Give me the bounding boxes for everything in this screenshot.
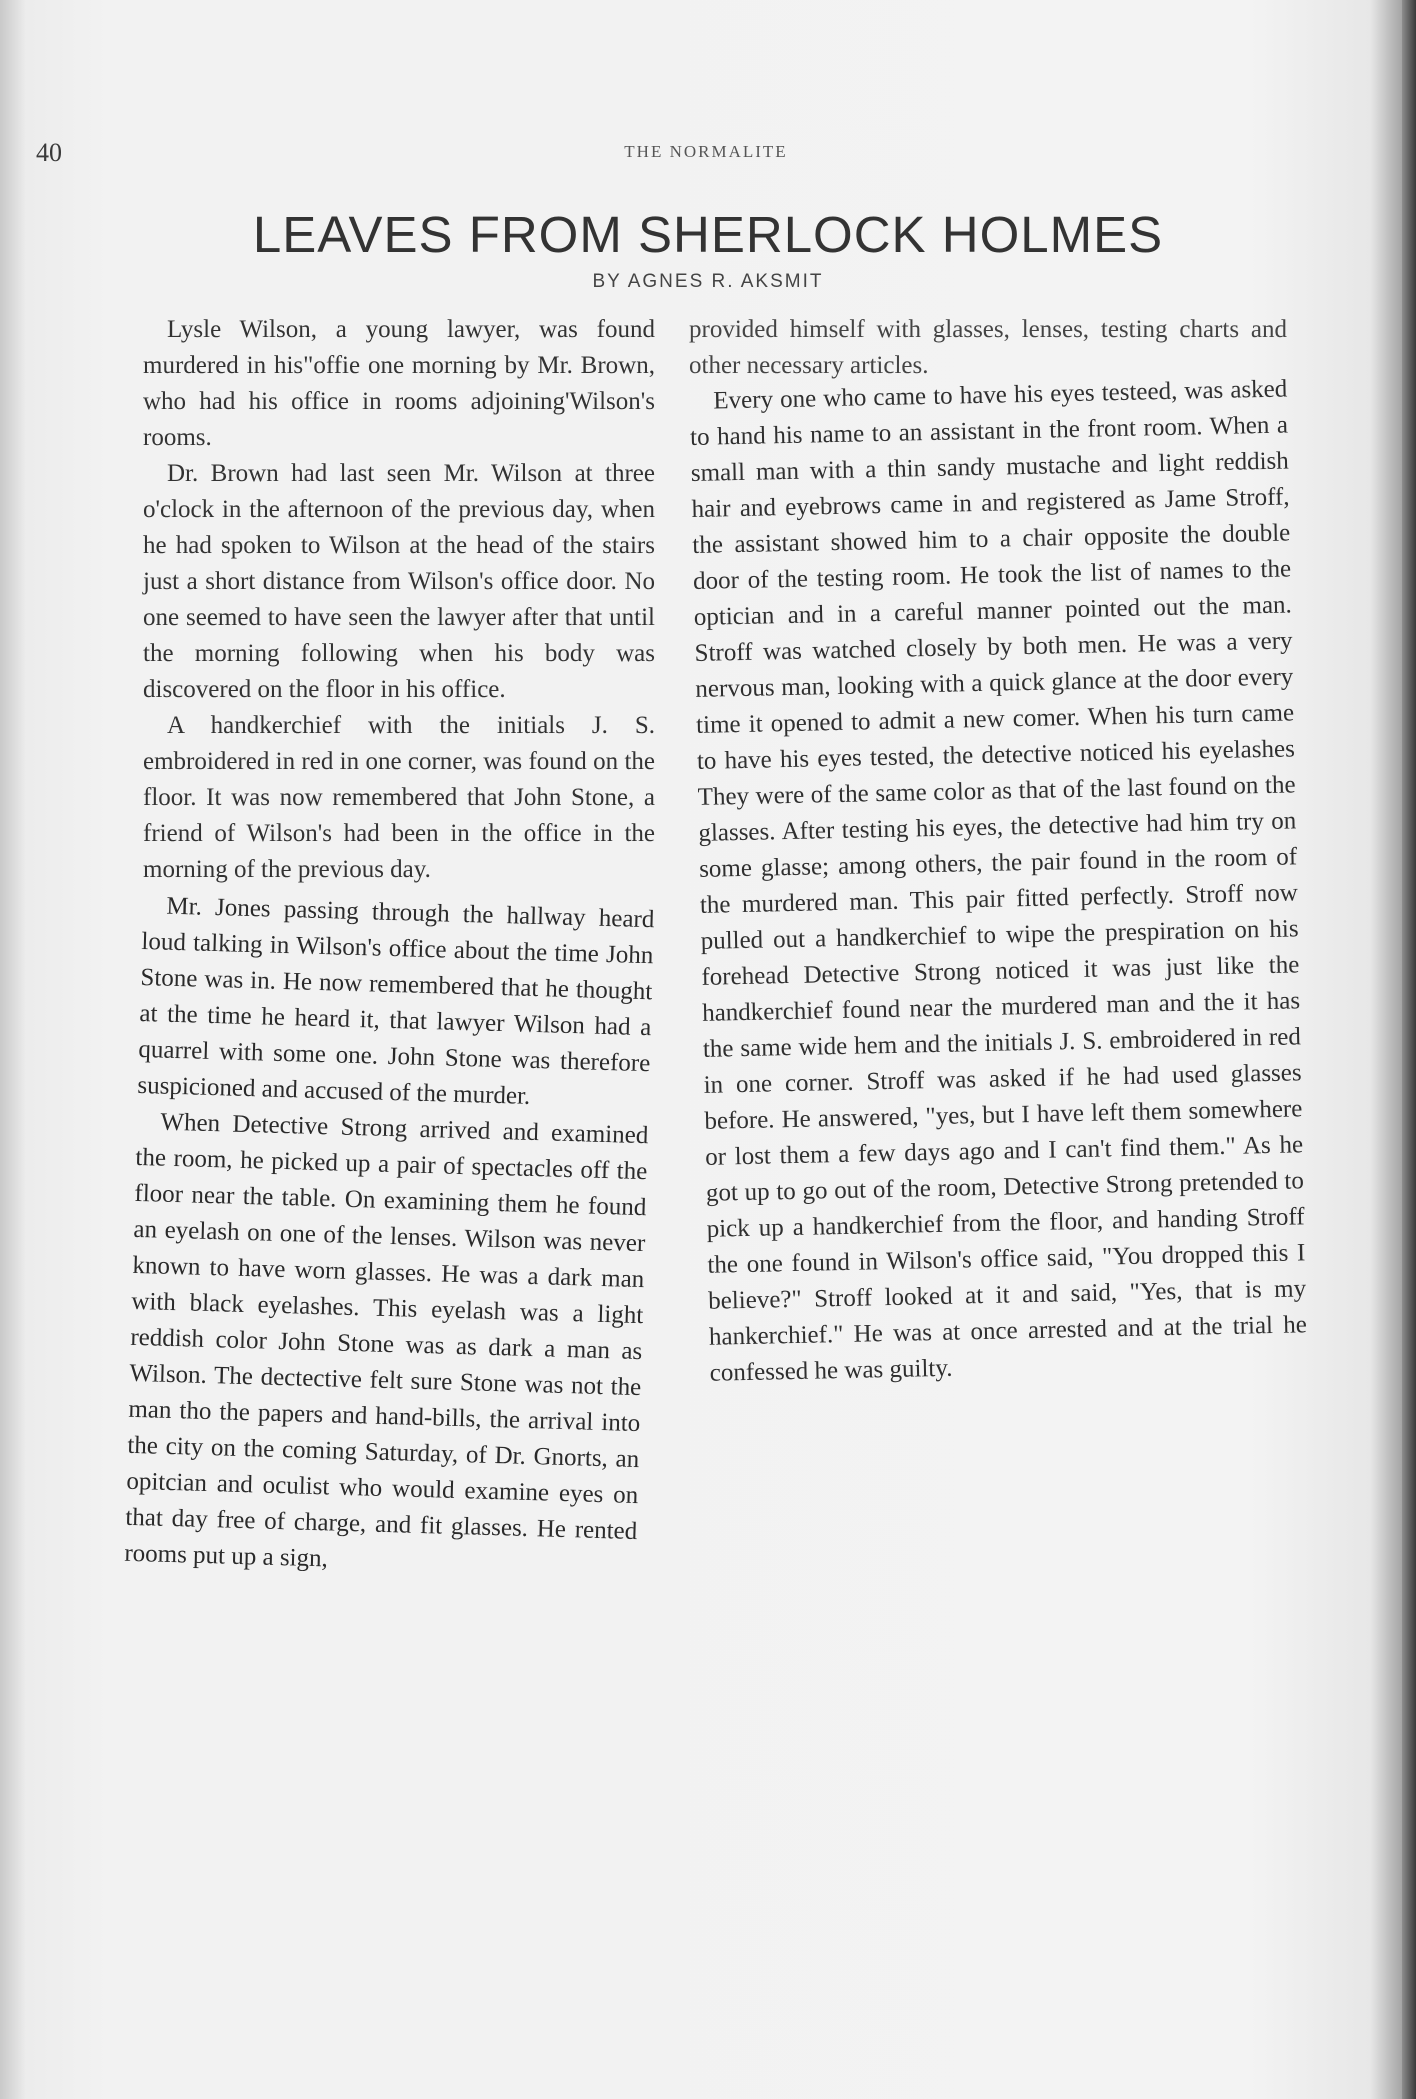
right-column-lower: [689, 371, 1308, 1391]
right-column: [689, 312, 1308, 1392]
left-column: [124, 312, 655, 1573]
page-header: [36, 138, 1336, 178]
running-head: THE NORMALITE: [624, 142, 788, 161]
right-paragraph-1: provided himself with glasses, lenses, testing charts and other necessary articles.: [689, 316, 1287, 379]
article-byline: BY AGNES R. AKSMIT: [592, 271, 824, 292]
left-paragraph-5: When Detective Strong arrived and examined the room, he picked up a pair of spectacles off the floor near the table. On examining them he found an eyelash on one of the lenses. Wilson was never known to have worn glasses. He was a dark man with black eyelashes. This eyelash was a light reddish color John Stone was as dark a man as Wilson. The dectective felt sure Stone was not the man tho the papers and hand-bills, the arrival into the city on the coming Saturday, of Dr. Gnorts, an opitcian and oculist who would examine eyes on that day free of charge, and fit glasses. He rented rooms put up a sign,: [124, 1108, 649, 1573]
left-paragraph-1: Lysle Wilson, a young lawyer, was found murdered in his"offie one morning by Mr. Brown, who had his office in rooms adjoining'Wilson's rooms.: [143, 316, 655, 451]
left-column-lower: [124, 888, 655, 1586]
article-title: LEAVES FROM SHERLOCK HOLMES: [252, 206, 1164, 263]
left-paragraph-2: Dr. Brown had last seen Mr. Wilson at three o'clock in the afternoon of the previous day, when he had spoken to Wilson at the head of the stairs just a short distance from Wilson's office door. No one seemed to have seen the lawyer after that until the morning following when his body was discovered on the floor in his office.: [143, 460, 655, 703]
left-paragraph-3: A handkerchief with the initials J. S. embroidered in red in one corner, was found on the floor. It was now remembered that John Stone, a friend of Wilson's had been in the office in the morning of the previous day.: [143, 712, 655, 883]
page-number: 40: [36, 138, 62, 167]
right-paragraph-2: Every one who came to have his eyes testeed, was asked to hand his name to an assistant in the front room. When a small man with a thin sandy mustache and light reddish hair and eyebrows came in and registered as Jame Stroff, the assistant showed him to a chair opposite the double door of the testing room. He took the list of names to the optician and in a careful manner pointed out the man. Stroff was watched closely by both men. He was a very nervous man, looking with a quick glance at the door every time it opened to admit a new comer. When his turn came to have his eyes tested, the detective noticed his eyelashes They were of the same color as that of the last found on the glasses. After testing his eyes, the detective had him try on some glasse; among others, the pair found in the room of the murdered man. This pair fitted perfectly. Stroff now pulled out a handkerchief to wipe the prespiration on his forehead Detective Strong noticed it was just like the handkerchief found near the murdered man and the it has the same wide hem and the initials J. S. embroidered in red in one corner. Stroff was asked if he had used glasses before. He answered, "yes, but I have left them somewhere or lost them a few days ago and I can't find them." As he got up to go out of the room, Detective Strong pretended to pick up a handkerchief from the floor, and handing Stroff the one found in Wilson's office said, "You dropped this I believe?" Stroff looked at it and said, "Yes, that is my hankerchief." He was at once arrested and at the trial he confessed he was guilty.: [689, 375, 1308, 1387]
left-paragraph-4: Mr. Jones passing through the hallway heard loud talking in Wilson's office about the time John Stone was in. He now remembered that he thought at the time he heard it, that lawyer Wilson had a quarrel with some one. John Stone was therefore suspicioned and accused of the murder.: [137, 892, 655, 1110]
